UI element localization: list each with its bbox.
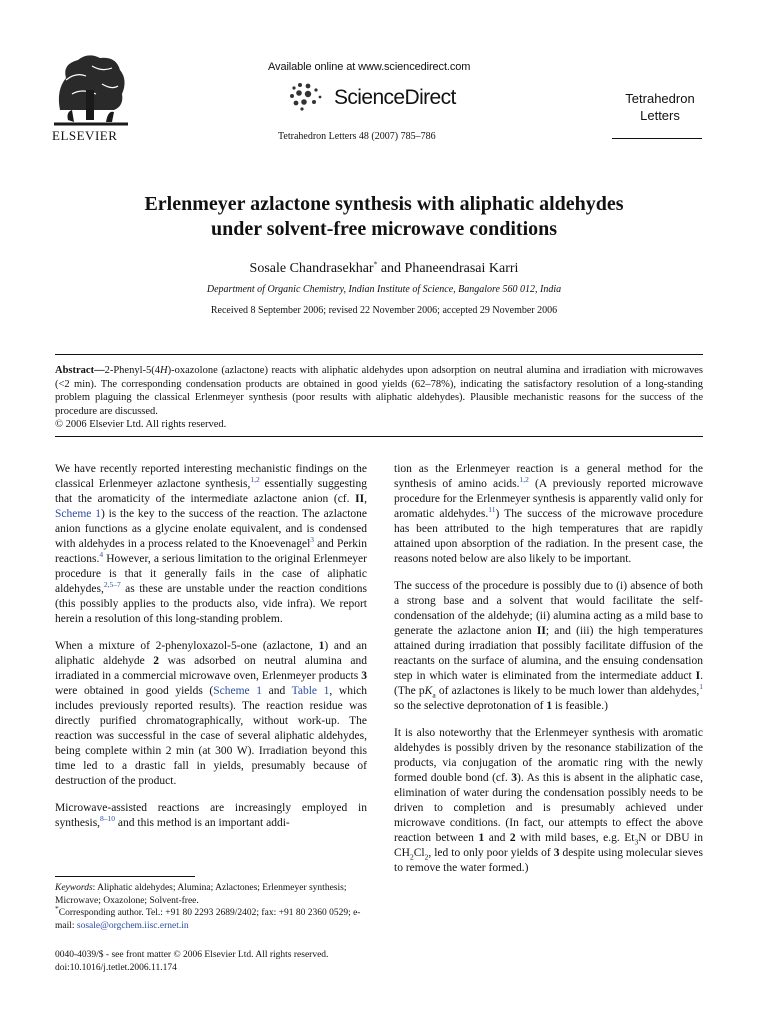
article-title [80,192,688,242]
abstract-text: 2-Phenyl-5(4 [104,365,160,376]
received-dates: Received 8 September 2006; revised 22 November 2006; accepted 29 November 2006 [210,305,558,316]
journal-name-line1: Tetrahedron [625,91,695,106]
doi-line[interactable]: doi:10.1016/j.tetlet.2006.11.174 [55,962,177,973]
author-list [80,261,688,277]
journal-name [610,90,710,124]
abstract-dash: — [94,365,105,376]
author-2: and Phaneendrasai Karri [377,261,519,276]
body-column-left [55,462,367,843]
ref-link[interactable]: 2,5–7 [103,580,121,590]
ref-link[interactable]: 1,2 [519,475,529,485]
abstract-label: Abstract [55,365,95,376]
journal-citation: Tetrahedron Letters 48 (2007) 785–786 [278,131,436,142]
ref-link[interactable]: 11 [488,505,496,515]
abstract [55,364,703,432]
corresponding-author-note: *Corresponding author. Tel.: +91 80 2293 2689/2402; fax: +91 80 2360 0529; e-mail: sosale@orgchem.iisc.ernet.in [55,903,361,931]
footnote-rule [55,876,195,877]
abstract-rule-top [55,354,703,355]
page-footer [55,949,415,974]
availability-line[interactable]: Available online at www.sciencedirect.com [268,61,471,73]
journal-rule [612,138,702,139]
corresponding-mark[interactable]: * [373,259,378,269]
keywords: Keywords: Aliphatic aldehydes; Alumina; Azlactones; Erlenmeyer synthesis; Microwave; Oxazolone; Solvent-free. [55,883,347,906]
sciencedirect-dots-icon [288,82,332,112]
abstract-text-rest: )-oxazolone (azlactone) reacts with aliphatic aldehydes upon adsorption on neutral alumina and irradiation with microwaves (<2 min). The corresponding condensation products are obtained in good yields (62–78%), indicating the satisfactory resolution of a long-standing problem plaguing the classical Erlenmeyer synthesis (poor results with aliphatic aldehydes). Plausible mechanistic reasons for the success of the procedure are discussed. [55,365,703,417]
paragraph: tion as the Erlenmeyer reaction is a general method for the synthesis of amino acids.$^{1,2}$ (A previously reported microwave procedure for the Erlenmeyer synthesis is apparently valid only for aromatic aldehydes.$^{11}$) The success of the microwave procedure has been attributed to the high temperatures that are rapidly attained upon absorption of the radiation. In the present case, the reasons noted below are also likely to be important. [394,463,704,565]
paragraph: When a mixture of 2-phenyloxazol-5-one (azlactone, 1) and an aliphatic aldehyde 2 was adsorbed on neutral alumina and irradiated in a commercial microwave oven, Erlenmeyer products 3 were obtained in good yields (Scheme 1 and Table 1, which includes previously reported results). The reaction residue was directly purified chromatographically, without work-up. The reaction was successful in the case of several aliphatic aldehydes, being complete within 2 min (at 300 W). Irradiation beyond this time led to a drastic fall in yields, presumably because of destruction of the product. [55,640,367,787]
paragraph: The success of the procedure is possibly due to (i) absence of both a strong base and a solvent that would facilitate the self-condensation of the aldehyde; (ii) alumina acting as a mild base to generate the azlactone anion II; and (iii) the high temperatures attained during irradiation that possibly facilitate diffusion of the reactants on the surface of alumina, and the ensuing condensation step in which water is eliminated from the intermediate adduct I. (The $pK_a$ of azlactones is likely to be much lower than aldehydes,$^1$ so the selective deprotonation of 1 is feasible.) [394,580,703,712]
elsevier-tree-logo [52,50,130,128]
paragraph: Microwave-assisted reactions are increasingly employed in synthesis,$^{8-10}$ and this method is an important addi- [55,802,367,829]
footnotes [55,882,367,932]
ref-link[interactable]: 1,2 [250,475,260,485]
author-1: Sosale Chandrasekhar [249,261,374,276]
abstract-copyright: © 2006 Elsevier Ltd. All rights reserved. [55,419,227,430]
title-line2: under solvent-free microwave conditions [210,218,558,240]
keywords-label: Keywords [55,883,93,893]
title-line1: Erlenmeyer azlactone synthesis with aliphatic aldehydes [144,193,624,215]
sciencedirect-brand[interactable]: ScienceDirect [334,86,456,109]
ref-link[interactable]: 3 [310,535,315,545]
abstract-italic: H [160,365,168,376]
paragraph: We have recently reported interesting mechanistic findings on the classical Erlenmeyer azlactone synthesis,$^{1,2}$ essentially suggesting that the aromaticity of the intermediate azlactone anion (cf. II, Scheme 1) is the key to the success of the reaction. The azlactone anion functions as a glycine enolate equivalent, and is condensed with aldehydes in a process related to the Knoevenagel$^3$ and Perkin reactions.$^4$ However, a serious limitation to the original Erlenmeyer procedure is that it generally fails in the case of aliphatic aldehydes,$^{2,5-7}$ as these are unstable under the reaction conditions (this possibly applies to the products also, vide infra). We report herein a resolution of this long-standing problem. [55,463,367,625]
scheme-link[interactable]: Scheme 1 [213,685,263,697]
journal-name-line2: Letters [640,108,680,123]
ref-link[interactable]: 4 [99,550,104,560]
table-link[interactable]: Table 1 [291,685,330,697]
publisher-name: ELSEVIER [52,128,118,143]
affiliation: Department of Organic Chemistry, Indian Institute of Science, Bangalore 560 012, India [206,284,562,295]
ref-link[interactable]: 8–10 [100,814,116,824]
issn-line: 0040-4039/$ - see front matter © 2006 Elsevier Ltd. All rights reserved. [55,950,329,960]
abstract-rule-bottom [55,436,703,437]
body-column-right [394,462,703,888]
paragraph: It is also noteworthy that the Erlenmeyer synthesis with aromatic aldehydes is possibly driven by the resonance stabilization of the products, via conjugation of the aromatic ring with the newly formed double bond (cf. 3). As this is absent in the aliphatic case, elimination of water during the condensation possibly needs to be driven to completion and is presumably achieved under microwave conditions. (In fact, our attempts to effect the above reaction between 1 and 2 with mild bases, e.g. $Et_3N$ or DBU in $CH_2Cl_2$, led to only poor yields of 3 despite using molecular sieves to remove the water formed.) [394,727,703,874]
ref-link[interactable]: 1 [699,682,703,692]
email-link[interactable]: sosale@orgchem.iisc.ernet.in [76,920,189,931]
scheme-link[interactable]: Scheme 1 [55,508,101,520]
